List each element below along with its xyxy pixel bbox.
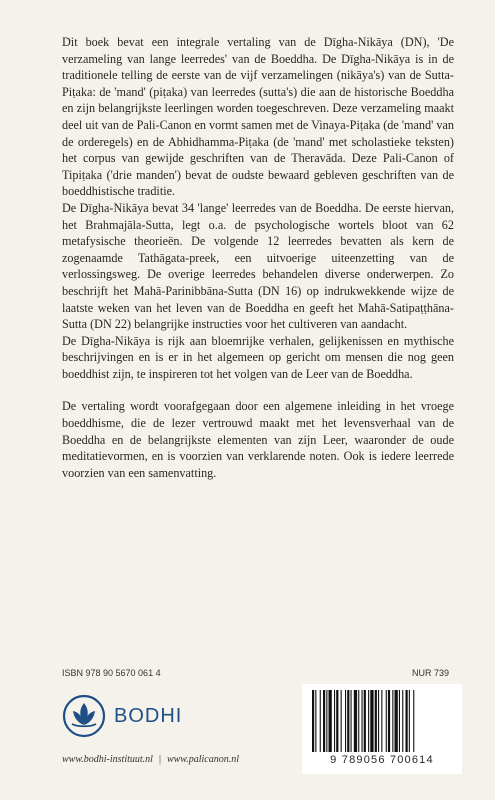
- url-bodhi-instituut[interactable]: www.bodhi-instituut.nl: [62, 754, 153, 765]
- isbn: ISBN 978 90 5670 061 4: [62, 668, 161, 678]
- blurb-paragraph-2: De Dīgha-Nikāya bevat 34 'lange' leerredes van de Boeddha. De eerste hiervan, het Brahmajāla-Sutta, legt o.a. de psychologische wortels bloot van 62 metafysische theorieën. De volgende 12 leerredes bevatten als kern de zogenaamde Tathāgata-preek, een uitvoerige uiteenzetting van de verlossingsweg. De overige leerredes behandelen diverse onderwerpen. Zo beschrijft het Mahā-Parinibbāna-Sutta (DN 16) op indrukwekkende wijze de laatste weken van het leven van de Boeddha en geeft het Mahā-Satipaṭṭhāna-Sutta (DN 22) belangrijke instructies voor het cultiveren van aandacht.: [62, 200, 454, 332]
- website-links: [62, 754, 239, 765]
- barcode-number: 9 789056 700614: [330, 754, 434, 766]
- publisher-logo: [62, 694, 182, 738]
- barcode: [302, 684, 462, 774]
- barcode-bars: [310, 690, 454, 752]
- url-palicanon[interactable]: www.palicanon.nl: [166, 754, 239, 765]
- nur-code: NUR 739: [412, 668, 450, 678]
- publisher-name: BODHI: [114, 704, 183, 727]
- lotus-icon: [62, 694, 106, 738]
- blurb-paragraph-4: De vertaling wordt voorafgegaan door een algemene inleiding in het vroege boeddhisme, die de lezer vertrouwd maakt met het levensverhaal van de Boeddha en de belangrijkste elementen van zijn Leer, waaronder de oude meditatievormen, en is voorzien van verklarende noten. Ook is iedere leerrede voorzien van een samenvatting.: [62, 399, 454, 480]
- url-separator: |: [158, 754, 161, 765]
- blurb-paragraph-1: Dit boek bevat een integrale vertaling van de Dīgha-Nikāya (DN), 'De verzameling van lange leerredes' van de Boeddha. De Dīgha-Nikāya is in de traditionele telling de eerste van de vijf verzamelingen (nikāya's) van de Sutta-Piṭaka: de 'mand' (piṭaka) van leerredes (sutta's) die aan de historische Boeddha en zijn belangrijkste leerlingen worden toegeschreven. Deze verzameling maakt deel uit van de Pali-Canon en vormt samen met de Vinaya-Piṭaka (de 'mand' van de orderegels) en de Abhidhamma-Piṭaka (de 'mand' met scholastieke teksten) het corpus van gewijde geschriften van de Theravāda. Deze Pali-Canon of Tipiṭaka ('drie manden') bevat de oudste bewaard gebleven geschriften van de boeddhistische traditie.: [62, 35, 454, 199]
- blurb: [62, 34, 454, 481]
- blurb-paragraph-3: De Dīgha-Nikāya is rijk aan bloemrijke verhalen, gelijkenissen en mythische beschrijvingen en is er in het algemeen op gericht om mensen die nog geen boeddhist zijn, te inspireren tot het volgen van de Leer van de Boeddha.: [62, 333, 454, 381]
